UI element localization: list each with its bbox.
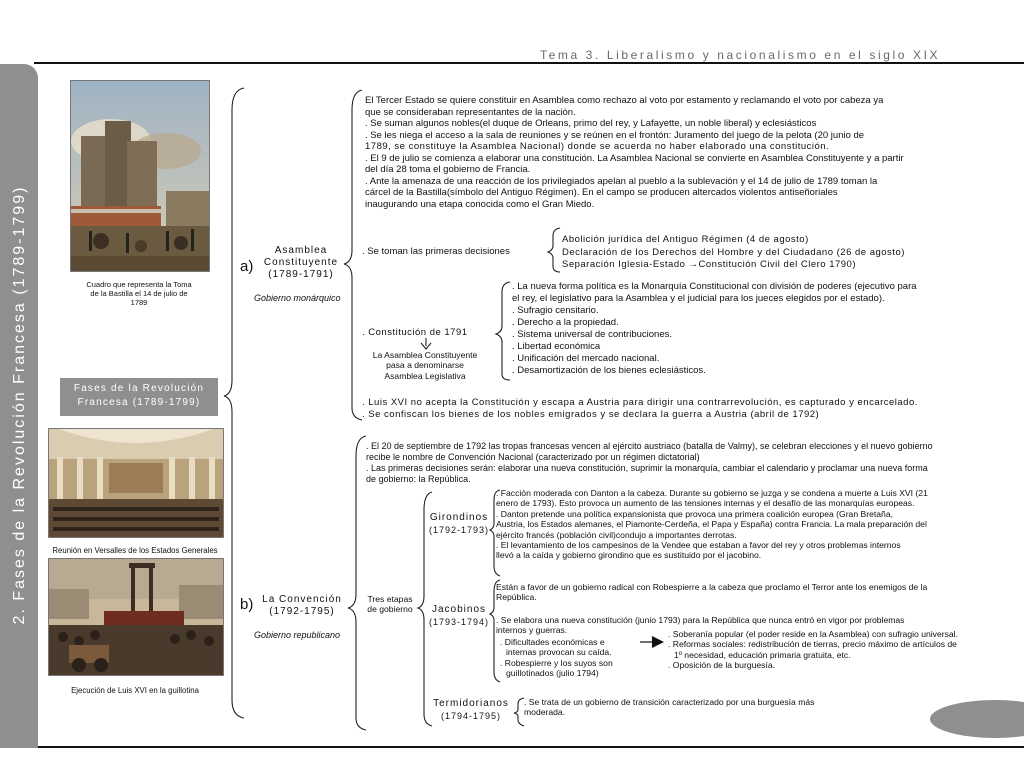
section-a-intro: El Tercer Estado se quiere constituir en Asamblea como rechazo al voto por estamento y reclamando el voto por cabeza ya que se consideraban representantes de la nación. . Se suman algunos nobles(el duque de Orleans, primo del rey, y Lafayette, un noble liberal) y eclesiásticos . Se les niega el acceso a la sala de reuniones y se reúnen en el frontón: Juramento del juego de la pelota (20 junio de 1789, se constituye la Asamblea Nacional) donde se acuerda no haber elaborado una constitución. . El 9 de julio se comienza a elaborar una constitución. La Asamblea Nacional se convierte en Asamblea Constituyente y a partir del día 28 toma el gobierno de Francia. . Ante la amenaza de una reacción de los privilegiados apelan al pueblo a la sublevación y el 14 de julio de 1789 toman la cárcel de la Bastilla(símbolo del Antiguo Régimen). En el campo se producen altercados violentos antiseñoriales inaugurando una etapa conocida como el Gran Miedo. bbox=[365, 95, 904, 210]
section-b-title: La Convención (1792-1795) bbox=[262, 594, 342, 617]
section-b-intro: . El 20 de septiembre de 1792 las tropas francesas vencen al ejército austriaco (batalla de Valmy), se celebran elecciones y el nuevo gobierno recibe le nombre de Convención Nacional (caracterizado por un régimen dictatorial) . Las primeras decisiones serán: elaborar una nueva constitución, suprimir la monarquía, cambiar el calendario y proclamar una nueva forma de gobierno: la República. bbox=[366, 441, 933, 484]
section-a-marker: a) bbox=[240, 258, 254, 275]
section-b-marker: b) bbox=[240, 596, 254, 613]
jacobinos-difficulties: . Dificultades económicas e internas provocan su caída. . Robespierre y los suyos son guillotinados (julio 1794) bbox=[500, 637, 613, 679]
guillotina-caption: Ejecución de Luis XVI en la guillotina bbox=[71, 686, 199, 695]
termidorianos-text: . Se trata de un gobierno de transición caracterizado por una burguesía más moderada. bbox=[524, 697, 815, 718]
girondinos-label: Girondinos (1792-1793) bbox=[428, 512, 490, 535]
jacobinos-constitution-points: . Soberanía popular (el poder reside en la Asamblea) con sufragio universal. . Reformas sociales: redistribución de tierras, precio máximo de artículos de 1º necesidad, educación primaria gratuita, etc. . Oposición de la burguesía. bbox=[668, 629, 958, 671]
phases-box-line1: Fases de la Revolución bbox=[73, 383, 205, 394]
versalles-caption: Reunión en Versalles de los Estados Generales bbox=[52, 546, 218, 555]
phases-box-line2: Francesa (1789-1799) bbox=[77, 397, 201, 408]
three-stages-label: Tres etapas de gobierno bbox=[367, 594, 413, 615]
decisions-list: Abolición jurídica del Antiguo Régimen (4 de agosto) Declaración de los Derechos del Hombre y del Ciudadano (26 de agosto) Separación Iglesia-Estado →Constitución Civil del Clero 1790) bbox=[562, 234, 905, 270]
termidorianos-label: Termidorianos (1794-1795) bbox=[433, 698, 509, 721]
constitution-1791-label: . Constitución de 1791 bbox=[362, 327, 468, 338]
guillotina-painting bbox=[48, 558, 224, 676]
jacobinos-intro: Están a favor de un gobierno radical con Robespierre a la cabeza que proclamo el Terror ante los enemigos de la República. bbox=[496, 582, 928, 603]
bastilla-painting bbox=[70, 80, 210, 272]
section-a-title: Asamblea Constituyente (1789-1791) bbox=[263, 245, 339, 280]
bastilla-caption: Cuadro que representa la Toma de la Bastilla el 14 de julio de 1789 bbox=[86, 280, 192, 307]
decisions-label: . Se toman las primeras decisiones bbox=[362, 246, 510, 257]
jacobinos-label: Jacobinos (1793-1794) bbox=[428, 604, 490, 627]
girondinos-text: . Facción moderada con Danton a la cabeza. Durante su gobierno se juzga y se condena a muerte a Luis XVI (21 enero de 1793). Esto provoca un aumento de las tensiones internas y el desafío de las monarquías europeas. . Danton pretende una política expansionista que provoca una primera coalición europea (Gran Bretaña, Austria, los Estados alemanes, el Piamonte-Cerdeña, el Papa y España) contra Francia. La mala preparación del ejército francés (población civil)condujo a importantes derrotas. . El levantamiento de los campesinos de la Vendee que estaban a favor del rey y otros problemas internos llevó a la caída y gobierno girondino que es sustituido por el jacobino. bbox=[496, 488, 928, 561]
header-title: Tema 3. Liberalismo y nacionalismo en el siglo XIX bbox=[540, 48, 941, 62]
phases-box bbox=[60, 378, 218, 416]
section-a-regime: Gobierno monárquico bbox=[254, 293, 341, 303]
section-b-regime: Gobierno republicano bbox=[254, 630, 341, 640]
section-a-closing: . Luis XVI no acepta la Constitución y escapa a Austria para dirigir una contrarrevolución, es capturado y encarcelado. . Se confiscan los bienes de los nobles emigrados y se declara la guerra a Austria (abril de 1792) bbox=[362, 397, 918, 420]
sidebar-title: 2. Fases de la Revolución Francesa (1789-1799) bbox=[11, 185, 28, 625]
constitution-1791-points: . La nueva forma política es la Monarquía Constitucional con división de poderes (ejecutivo para el rey, el legislativo para la Asamblea y el judicial para los jueces elegidos por el estado). . Sufragio censitario. . Derecho a la propiedad. . Sistema universal de contribuciones. . Libertad económica . Unificación del mercado nacional. . Desamortización de los bienes eclesiásticos. bbox=[512, 281, 917, 376]
legislative-note: La Asamblea Constituyente pasa a denominarse Asamblea Legislativa bbox=[372, 350, 478, 381]
jacobinos-constitution: . Se elabora una nueva constitución (junio 1793) para la República que nunca entró en vigor por problemas internos y guerras. bbox=[496, 615, 905, 636]
versalles-painting bbox=[48, 428, 224, 538]
